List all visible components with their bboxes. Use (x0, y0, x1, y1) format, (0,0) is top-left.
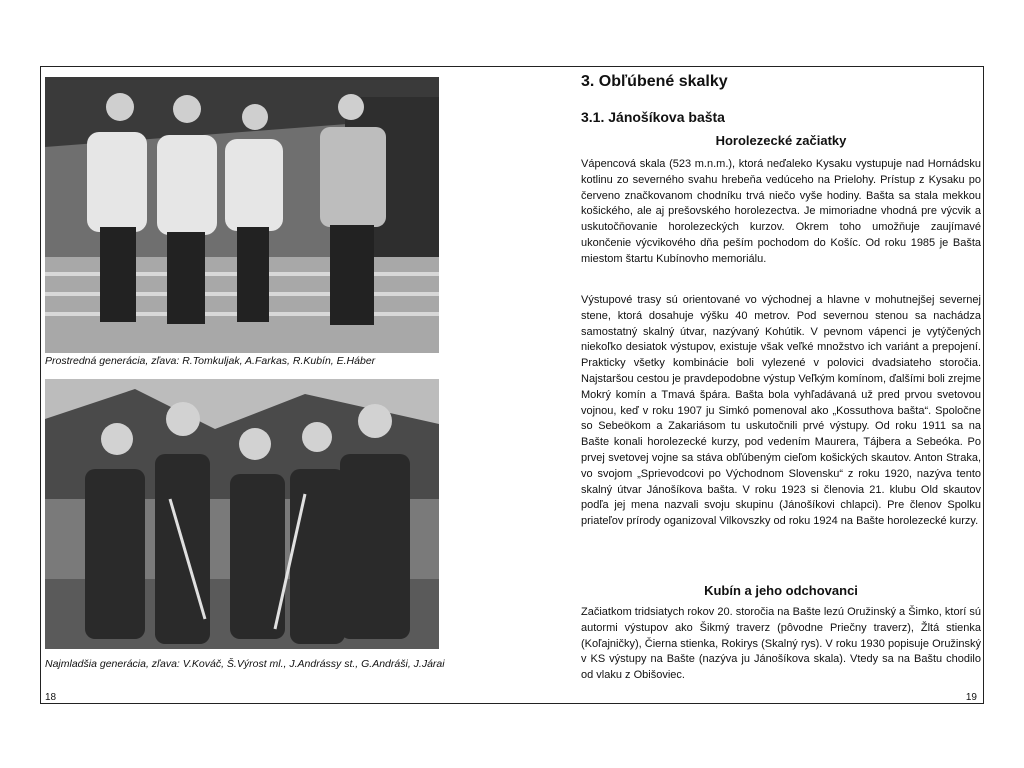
right-page (581, 67, 981, 703)
book-spread (40, 66, 984, 704)
subheading-beginnings: Horolezecké začiatky (715, 133, 847, 148)
page-number-right: 19 (965, 692, 977, 703)
left-page (41, 67, 513, 703)
paragraph-1: Vápencová skala (523 m.n.m.), ktorá neďaleko Kysaku vystupuje nad Hornádsku kotlinu zo severného svahu hrebeňa vedúceho na Prielohy. Prístup z Kysaku po červeno značkovanom chodníku trvá niečo vyše hodiny. Bašta sa stala mekkou košického, ale aj prešovského horolezectva. Je mimoriadne vhodná pre výcvik a uskutočňovanie horolezeckých kurzov. Okrem toho umožňuje zaujímavé ukončenie výcvikového dňa peším pochodom do Košíc. Od roku 1985 je Bašta miestom štartu Kubínovho memoriálu. (581, 158, 981, 265)
chapter-title: 3. Obľúbené skalky (581, 73, 728, 90)
page-number-left: 18 (45, 692, 57, 703)
photo-youngest-generation (45, 379, 439, 649)
photo-caption-bottom: Najmladšia generácia, zľava: V.Kováč, Š.Výrost ml., J.Andrássy st., G.Andráši, J.Járai (45, 658, 445, 670)
section-title: 3.1. Jánošíkova bašta (581, 109, 725, 125)
paragraph-2: Výstupové trasy sú orientované vo východnej a hlavne v mohutnejšej severnej stene, ktorá dosahuje výšku 40 metrov. Pod severnou stenou sa nachádza samostatný skalný útvar, nazývaný Kohútik. V pevnom vápenci je vytýčených niekoľko desiatok výstupov, existuje však veľké množstvo ich variánt a prepojení. Prakticky všetky kombinácie boli vylezené v polovici dvadsiateho storočia. Najstaršou cestou je pravdepodobne výstup Veľkým komínom, ďalšími boli zrejme Mokrý komín a Tmavá špára. Bašta bola vyhľadávaná už pred prvou svetovou vojnou, keď v roku 1907 ju Simkó pomenoval ako „Kossuthova bašta“. Spoločne so Sebeökom a Zakariásom tu uskutočnili prvé výstupy. Od roku 1911 sa na Bašte konali horolezecké kurzy, pod vedením Maurera, Tájbera a Sebeóka. Po prvej svetovej vojne sa stáva obľúbeným cieľom košických skautov. Anton Straka, vo svojom „Sprievodcovi po Východnom Slovensku“ z roku 1920, nazýva tento skalný útvar Jánošíkova bašta. V roku 1923 si členovia 21. klubu Old skautov podľa jej mena nazvali svoju skupinu (Jánošíkovi chlapci). Pre členov Spolku priateľov prírody oganizoval Vilkovszky od roku 1924 na Bašte horolezecké kurzy. (581, 294, 981, 528)
subheading-kubin: Kubín a jeho odchovanci (704, 583, 858, 598)
paragraph-3: Začiatkom tridsiatych rokov 20. storočia na Bašte lezú Oružinský a Šimko, ktorí sú autormi výstupov ako Šikmý traverz (pôvodne Priečny traverz), Žltá stienka (Koľajničky), Čierna stienka, Rokirys (Skalný rys). V roku 1930 popisuje Oružinský v KS výstupy na Bašte (nazýva ju Jánošíkova skala). Vtedy sa na Baštu chodilo od vlaku z Obišoviec. (581, 606, 981, 682)
photo-middle-generation (45, 77, 439, 353)
photo-caption-top: Prostredná generácia, zľava: R.Tomkuljak, A.Farkas, R.Kubín, E.Háber (45, 355, 376, 367)
